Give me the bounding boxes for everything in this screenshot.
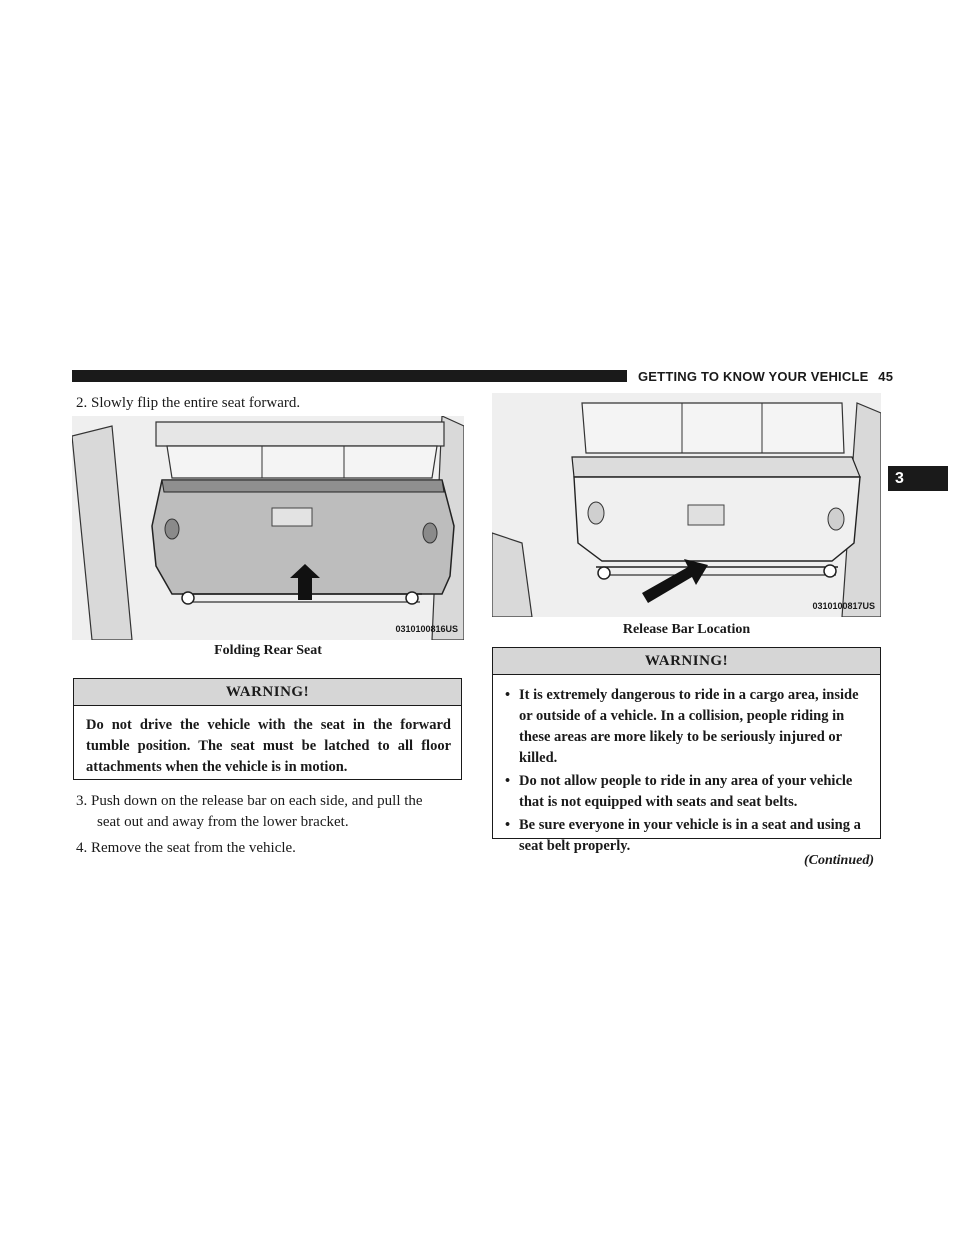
warning-box-2 — [492, 647, 881, 854]
header-bar — [72, 370, 627, 382]
bullet-icon: • — [505, 687, 511, 703]
warning-2-item — [505, 771, 870, 813]
warning-box-1 — [73, 678, 462, 780]
warning-2-body — [493, 675, 880, 857]
warning-2-item — [505, 685, 870, 769]
step-3-line-2: seat out and away from the lower bracket. — [97, 814, 349, 830]
figure-1-caption: Folding Rear Seat — [214, 643, 322, 658]
step-4-text: 4. Remove the seat from the vehicle. — [76, 840, 296, 856]
folding-rear-seat-figure — [72, 416, 464, 640]
warning-2-item — [505, 815, 870, 857]
warning-2-title: WARNING! — [493, 648, 880, 675]
warning-1-text: Do not drive the vehicle with the seat in the forward tumble position. The seat must be latched to all floor attachments when the vehicle is in motion. — [86, 717, 451, 775]
figure-2-code: 0310100817US — [812, 601, 875, 611]
bullet-icon: • — [505, 817, 511, 833]
step-3-line-1: 3. Push down on the release bar on each side, and pull the — [76, 793, 423, 809]
warning-2-item-text: Do not allow people to ride in any area of your vehicle that is not equipped with seats and seat belts. — [519, 773, 853, 810]
warning-2-list — [505, 685, 870, 857]
running-header — [638, 367, 893, 387]
release-bar-location-illustration — [492, 393, 881, 617]
figure-2-caption: Release Bar Location — [622, 622, 751, 637]
warning-2-item-text: Be sure everyone in your vehicle is in a seat and using a seat belt properly. — [519, 817, 861, 854]
folding-rear-seat-illustration — [72, 416, 464, 640]
step-2-text: 2. Slowly flip the entire seat forward. — [76, 395, 301, 411]
warning-1-title: WARNING! — [74, 679, 461, 706]
chapter-tab: 3 — [888, 466, 948, 491]
page-number: 45 — [878, 369, 894, 384]
release-bar-location-figure — [492, 393, 881, 617]
continued-note: (Continued) — [803, 853, 874, 868]
section-title: GETTING TO KNOW YOUR VEHICLE — [638, 369, 869, 384]
bullet-icon: • — [505, 773, 511, 789]
figure-1-code: 0310100816US — [395, 624, 458, 634]
warning-2-item-text: It is extremely dangerous to ride in a cargo area, inside or outside of a vehicle. In a collision, people riding in these areas are more likely to be seriously injured or killed. — [519, 687, 859, 766]
